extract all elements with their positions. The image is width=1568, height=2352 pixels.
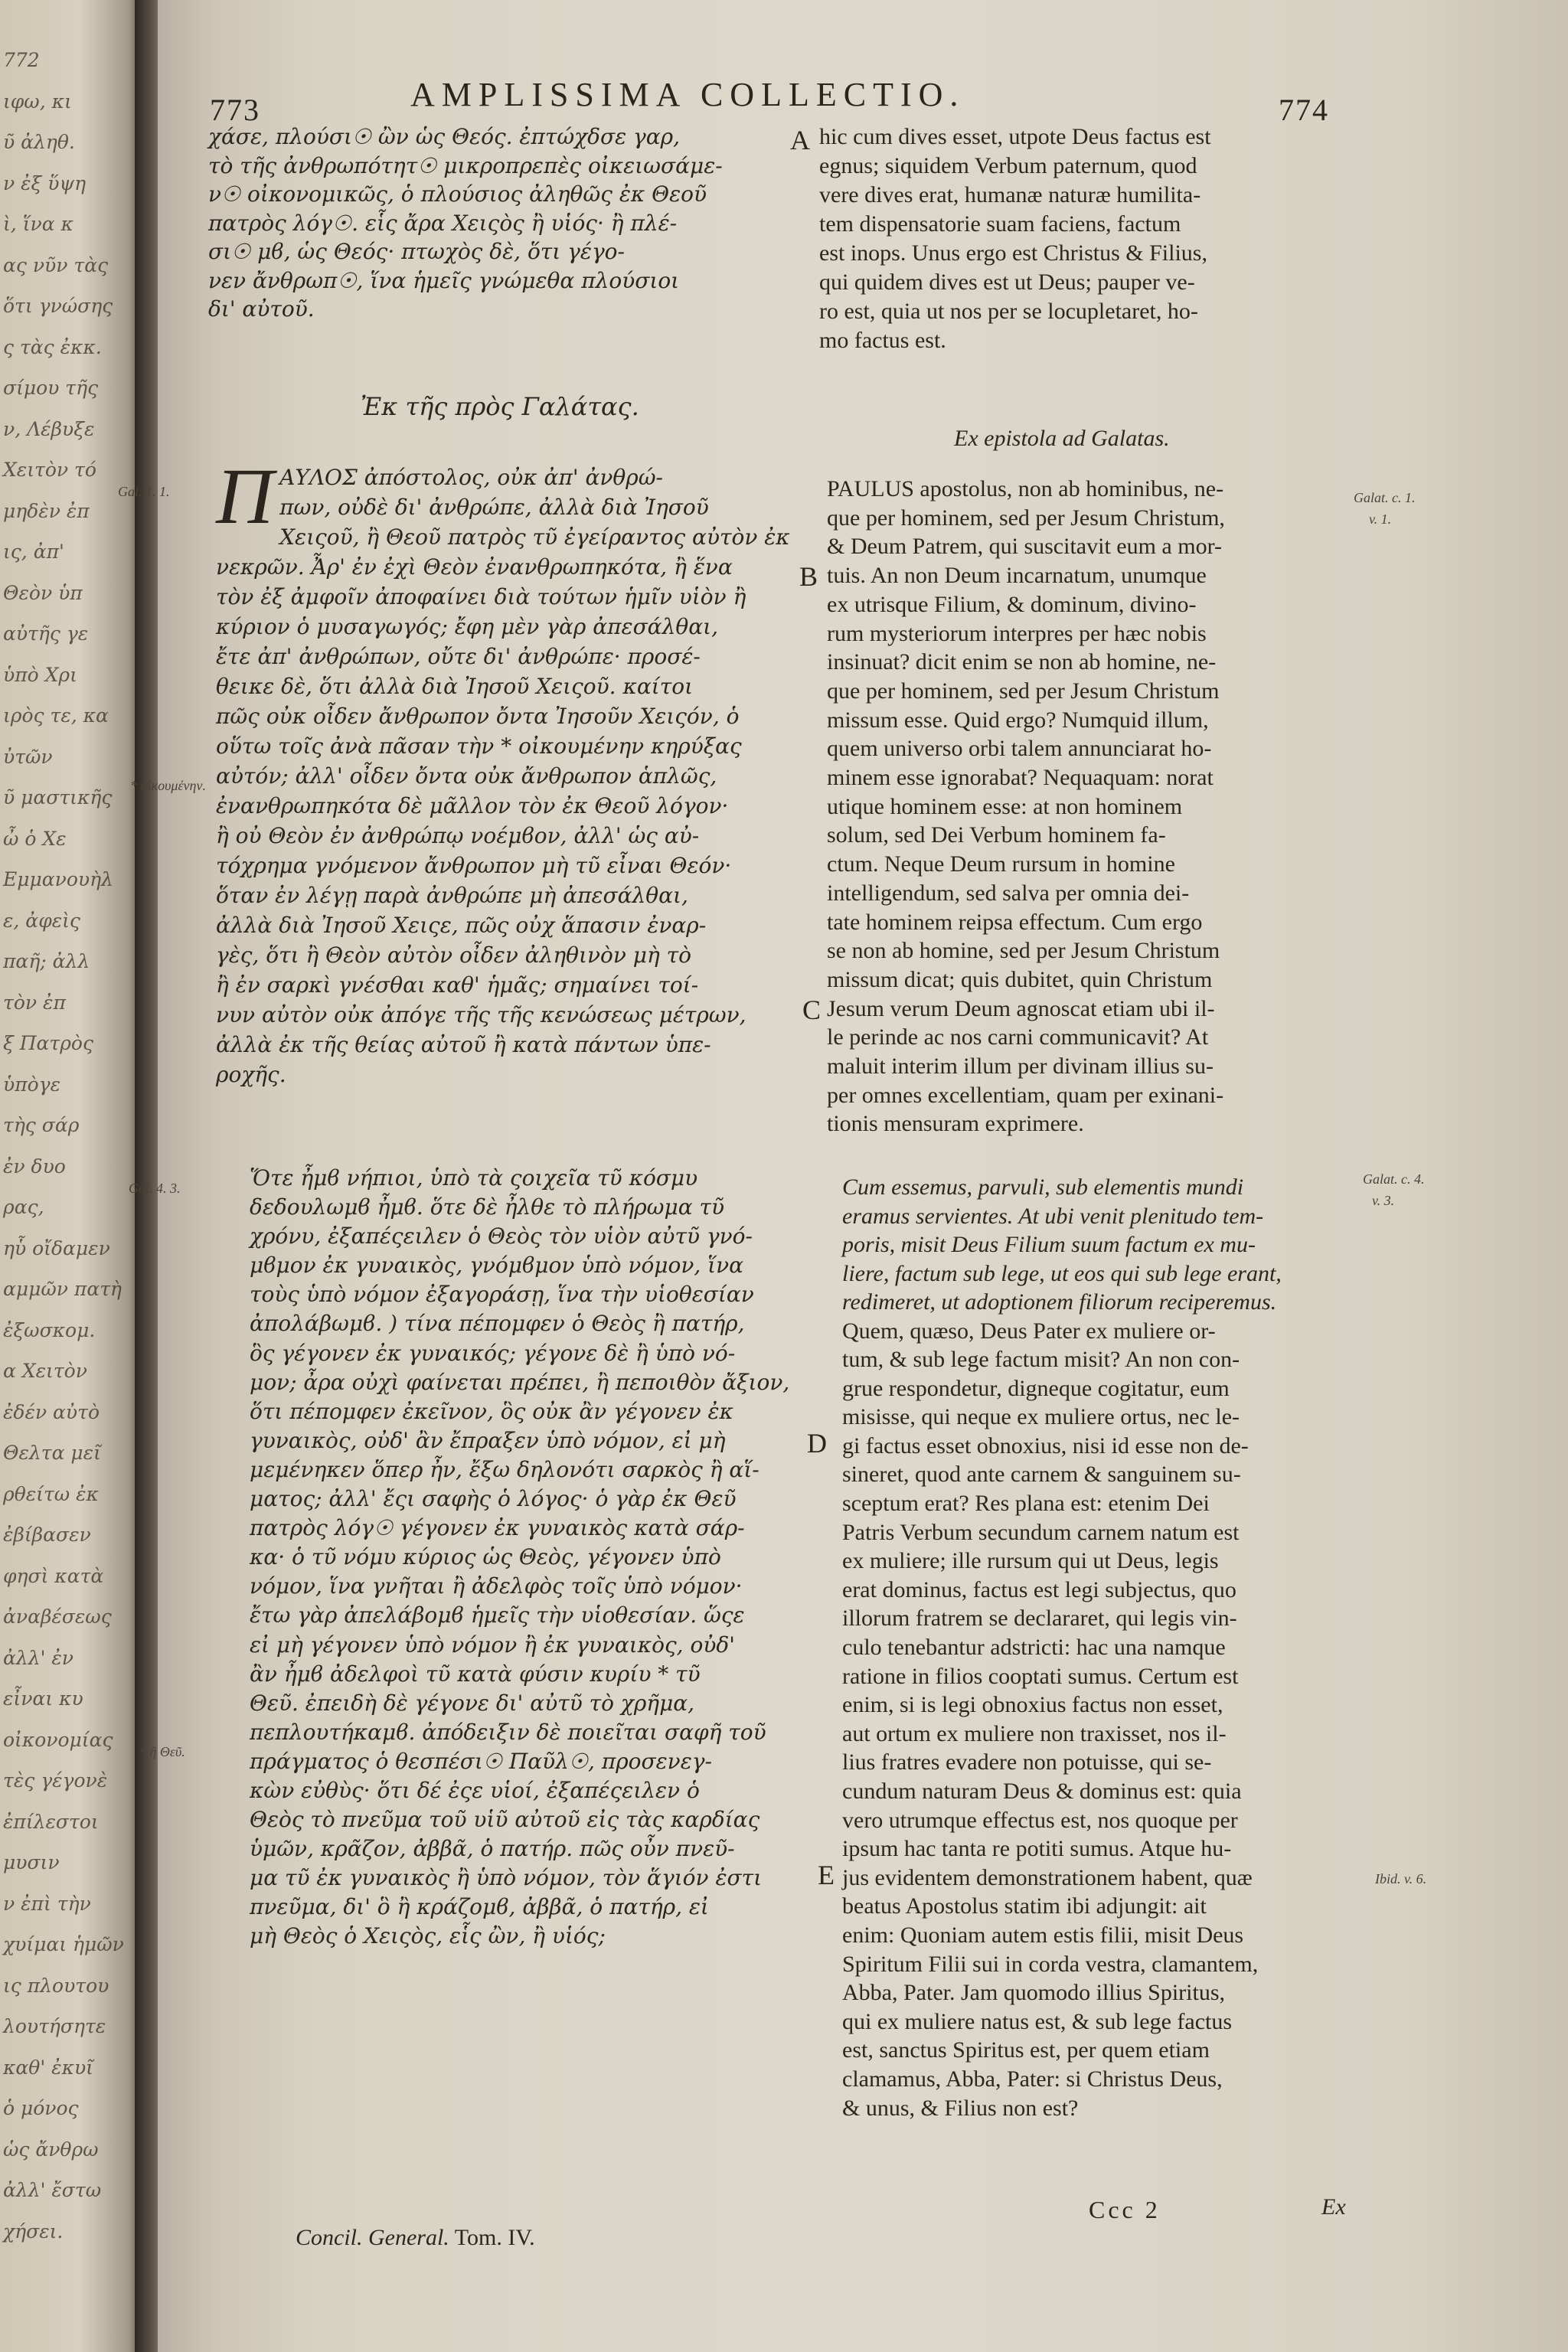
latin-line: se non ab homine, sed per Jesum Christum — [827, 938, 1220, 964]
greek-line: ἔτε ἀπ' ἀνθρώπων, οὔτε δι' ἀνθρώπε· προσέ- — [216, 644, 701, 669]
footer-tome: Tom. IV. — [454, 2225, 535, 2250]
latin-line: rum mysteriorum interpres per hæc nobis — [827, 620, 1207, 646]
latin-line: ctum. Neque Deum rursum in homine — [827, 851, 1175, 877]
latin-line: vero utrumque effectus est, nos quoque per — [842, 1807, 1238, 1833]
left-page-text-fragment: ὶ, ἵνα κ — [3, 213, 74, 235]
left-page-text-fragment: αμμῶν πατὴ — [3, 1278, 122, 1300]
latin-line: missum esse. Quid ergo? Numquid illum, — [827, 707, 1209, 733]
latin-line: ro est, quia ut nos per se locupletaret, ho- — [819, 299, 1198, 324]
greek-line: ν☉ οἰκονομικῶς, ὁ πλούσιος ἀληθῶς ἐκ Θεοῦ — [208, 181, 707, 207]
greek-line: ἀλλὰ ἐκ τῆς θείας αὐτοῦ ἢ κατὰ πάντων ὑπε- — [216, 1032, 711, 1057]
latin-line: missum dicat; quis dubitet, quin Christum — [827, 966, 1213, 992]
latin-line: jus evidentem demonstrationem habent, quæ — [842, 1864, 1253, 1890]
drop-cap-letter: Π — [216, 452, 274, 541]
margin-note-galat1-verse: v. 1. — [1369, 511, 1392, 527]
latin-line: grue respondetur, digneque cogitatur, eum — [842, 1375, 1230, 1401]
latin-line: qui ex muliere natus est, & sub lege factus — [842, 2008, 1233, 2034]
left-page-text-fragment: ὑπὸγε — [3, 1073, 61, 1096]
greek-section-heading: Ἐκ τῆς πρὸς Γαλάτας. — [361, 392, 639, 421]
latin-line: sceptum erat? Res plana est: etenim Dei — [842, 1491, 1210, 1517]
latin-line: & Deum Patrem, qui suscitavit eum a mor- — [827, 534, 1222, 560]
greek-line: ἢ οὐ Θεὸν ἐν ἀνθρώπῳ νοέμϐον, ἀλλ' ὡς αὐ- — [216, 823, 700, 848]
latin-line: insinuat? dicit enim se non ab homine, ne- — [827, 649, 1217, 675]
greek-line: πνεῦμα, δι' ὃ ἢ κράζομϐ, ἀββᾶ, ὁ πατήρ, εἰ — [250, 1894, 709, 1920]
left-page-text-fragment: ις, ἀπ' — [3, 541, 64, 563]
latin-line: illorum fratrem se declararet, qui legis vin- — [842, 1606, 1237, 1632]
greek-line: ροχῆς. — [216, 1062, 286, 1087]
greek-line: τόχρημα γνόμενον ἄνθρωπον μὴ τῦ εἶναι Θεόν· — [216, 853, 732, 878]
latin-line: tem dispensatorie suam faciens, factum — [819, 211, 1181, 237]
latin-column-block1 — [827, 475, 1531, 1138]
left-page-text-fragment: τὸν ἐπ — [3, 991, 66, 1014]
latin-line: enim: Quoniam autem estis filii, misit Deus — [842, 1922, 1244, 1948]
section-marker-d: D — [807, 1428, 827, 1459]
greek-line: δεδουλωμϐ ἦμϐ. ὅτε δὲ ἦλθε τὸ πλήρωμα τῦ — [250, 1194, 725, 1220]
latin-line: & unus, & Filius non est? — [842, 2095, 1079, 2121]
greek-line: Χειςοῦ, ἢ Θεοῦ πατρὸς τῦ ἐγείραντος αὐτὸν ἐκ — [279, 524, 790, 550]
latin-line: clamamus, Abba, Pater: si Christus Deus, — [842, 2066, 1223, 2092]
greek-line: ἐνανθρωπηκότα δὲ μᾶλλον τὸν ἐκ Θεοῦ λόγον· — [216, 793, 729, 818]
left-page-text-fragment: τὴς σάρ — [3, 1114, 80, 1136]
footer-volume-note — [296, 2225, 535, 2251]
margin-note-gal4: Gal. 4. 3. — [129, 1181, 181, 1196]
left-page-text-fragment: ὦ ὁ Χε — [3, 827, 67, 850]
left-page-text-fragment: ἐξωσκομ. — [3, 1318, 96, 1341]
left-page-text-fragment: φησὶ κατὰ — [3, 1564, 104, 1587]
greek-line: γυναικὸς, οὐδ' ἂν ἔπραξεν ὑπὸ νόμον, εἰ μὴ — [250, 1427, 726, 1453]
latin-line: utique hominem esse: at non hominem — [827, 793, 1183, 819]
latin-line: tionis mensuram exprimere. — [827, 1111, 1084, 1137]
section-marker-b: B — [799, 561, 818, 592]
left-page-text-fragment: χήσει. — [3, 2220, 64, 2243]
latin-line: PAULUS apostolus, non ab hominibus, ne- — [827, 476, 1224, 501]
latin-line: est inops. Unus ergo est Christus & Filius, — [819, 240, 1207, 266]
margin-note-gal1: Gal. 1. 1. — [118, 484, 170, 499]
signature-mark: Ccc 2 — [1089, 2196, 1161, 2223]
latin-line: solum, sed Dei Verbum hominem fa- — [827, 822, 1166, 848]
greek-line: ὅταν ἐν λέγῃ παρὰ ἀνθρώπε μὴ ἀπεσάλθαι, — [216, 883, 688, 908]
latin-line: Abba, Pater. Jam quomodo illius Spiritus, — [842, 1980, 1225, 2006]
greek-line: νεν ἄνθρωπ☉, ἵνα ἡμεῖς γνώμεθα πλούσιοι — [208, 267, 680, 293]
latin-scripture-line: eramus servientes. At ubi venit plenitudo tem- — [842, 1203, 1264, 1229]
latin-line: cundum naturam Deus & dominus est: quia — [842, 1779, 1242, 1804]
left-page-text-fragment: ρας, — [3, 1196, 44, 1218]
left-page-text-fragment: Χειτὸν τό — [3, 459, 96, 481]
greek-line: πων, οὐδὲ δι' ἀνθρώπε, ἀλλὰ διὰ Ἰησοῦ — [279, 495, 709, 520]
latin-line: vere dives erat, humanæ naturæ humilita- — [819, 182, 1201, 207]
greek-line: ἀπολάβωμϐ. ) τίνα πέπομφεν ὁ Θεὸς ἢ πατήρ, — [250, 1311, 745, 1337]
left-page-text-fragment: καθ' ἐκυῖ — [3, 2056, 93, 2079]
section-marker-e: E — [818, 1860, 835, 1890]
greek-line: δι' αὐτοῦ. — [208, 296, 315, 322]
latin-line: quem universo orbi talem annunciarat ho- — [827, 736, 1212, 762]
latin-line: misisse, qui neque ex muliere ortus, nec le- — [842, 1404, 1240, 1430]
greek-line: νόμον, ἵνα γνῆται ἢ ἀδελφὸς τοῖς ὑπὸ νόμον· — [250, 1573, 743, 1599]
left-page-text-fragment: ὅτι γνώσης — [3, 295, 113, 317]
greek-line: ΑΥΛΟΣ ἀπόστολος, οὐκ ἀπ' ἀνθρώ- — [279, 465, 663, 490]
main-page — [118, 0, 1568, 2352]
greek-line: τὸν ἐξ ἀμφοῖν ἀποφαίνει διὰ τούτων ἡμῖν υἱὸν ἢ — [216, 584, 746, 609]
latin-line: Patris Verbum secundum carnem natum est — [842, 1519, 1240, 1545]
latin-line: culo tenebantur adstricti: hac una namque — [842, 1635, 1226, 1661]
left-page-text-fragment: μυσιν — [3, 1851, 60, 1873]
greek-line: ὃς γέγονεν ἐκ γυναικός; γέγονε δὲ ἢ ὑπὸ νό- — [250, 1340, 736, 1366]
latin-scripture-line: Cum essemus, parvuli, sub elementis mundi — [842, 1174, 1244, 1200]
greek-line: Θεὸς τὸ πνεῦμα τοῦ υἱῦ αὐτοῦ εἰς τὰς καρδίας — [250, 1807, 760, 1833]
left-page-text-fragment: ς τὰς ἐκκ. — [3, 335, 102, 358]
latin-scripture-line: poris, misit Deus Filium suum factum ex mu- — [842, 1232, 1256, 1257]
margin-note-galat1: Galat. c. 1. — [1354, 490, 1416, 505]
left-page-text-fragment: ἀναβέσεως — [3, 1606, 112, 1628]
left-page-text-fragment: τὲς γέγονὲ — [3, 1769, 108, 1792]
greek-line: νεκρῶν. Ἆρ' ἐν ἐχὶ Θεὸν ἐνανθρωπηκότα, ἢ ἕνα — [216, 554, 733, 580]
greek-line: πατρὸς λόγ☉. εἷς ἄρα Χειςὸς ἢ υἱός· ἢ πλέ- — [208, 210, 678, 236]
footer-collection: Concil. General. — [296, 2225, 449, 2250]
left-page-text-fragment: ῦ ἀληθ. — [3, 131, 75, 153]
latin-line: qui quidem dives est ut Deus; pauper ve- — [819, 270, 1195, 295]
left-page-text-fragment: 772 — [3, 49, 40, 71]
left-page-text-fragment: αὐτῆς γε — [3, 622, 89, 645]
latin-line: que per hominem, sed per Jesum Christum, — [827, 505, 1225, 531]
latin-line: ex utrisque Filium, & dominum, divino- — [827, 591, 1197, 617]
greek-line: χάσε, πλούσι☉ ὢν ὡς Θεός. ἐπτώχδσε γαρ, — [208, 124, 681, 149]
latin-line: enim, si is legi obnoxius factus non esset, — [842, 1692, 1223, 1718]
greek-line: κύριον ὁ μυσαγωγός; ἔφη μὲν γὰρ ἀπεσάλθαι, — [216, 614, 718, 639]
greek-line: πῶς οὐκ οἶδεν ἄνθρωπον ὄντα Ἰησοῦν Χειςόν, ὁ — [216, 704, 740, 729]
latin-line: maluit interim illum per divinam illius su- — [827, 1054, 1214, 1080]
left-page-text-fragment: ὐτῶν — [3, 745, 53, 768]
latin-scripture-line: liere, factum sub lege, ut eos qui sub lege erant, — [842, 1260, 1282, 1286]
left-page-text-fragment: ν, Λέβυξε — [3, 417, 95, 440]
section-marker-a: A — [790, 125, 810, 155]
latin-line: ipsum hac tanta re potiti sumus. Atque hu- — [842, 1836, 1232, 1862]
greek-line: οὕτω τοῖς ἀνὰ πᾶσαν τὴν * οἰκουμένην κηρύξας — [216, 733, 742, 759]
latin-line: ratione in filios cooptati sumus. Certum est — [842, 1663, 1239, 1689]
left-page-text-fragment: λουτήσητε — [3, 2015, 106, 2037]
greek-line: μϐμον ἐκ γυναικὸς, γνόμϐμον ὑπὸ νόμον, ἵνα — [250, 1253, 744, 1279]
left-page-text-fragment: ξ Πατρὸς — [3, 1032, 93, 1054]
greek-line: ὅτι πέπομφεν ἐκεῖνον, ὃς οὐκ ἂν γέγονεν ἐκ — [250, 1398, 733, 1424]
left-page-text-fragment: σίμου τῆς — [3, 377, 99, 399]
left-page-text-fragment: ὡς ἄνθρω — [3, 2138, 99, 2161]
latin-line: Jesum verum Deum agnoscat etiam ubi il- — [827, 995, 1215, 1021]
greek-line: εἰ μὴ γέγονεν ὑπὸ νόμον ἢ ἐκ γυναικὸς, οὐδ' — [250, 1632, 735, 1658]
left-page-text-fragment: α Χειτὸν — [3, 1360, 87, 1382]
latin-line: que per hominem, sed per Jesum Christum — [827, 678, 1220, 704]
margin-note-galat4: Galat. c. 4. — [1363, 1171, 1425, 1187]
greek-line: ἂν ἦμϐ ἀδελφοὶ τῦ κατὰ φύσιν κυρίυ * τῦ — [250, 1661, 701, 1687]
left-page-text-fragment: ας νῦν τὰς — [3, 253, 109, 276]
greek-line: τὸ τῆς ἀνθρωπότητ☉ μικροπρεπὲς οἰκειωσάμε- — [208, 152, 723, 178]
greek-line: νυν αὐτὸν οὐκ ἀπόγε τῆς τῆς κενώσεως μέτρων, — [216, 1002, 746, 1027]
latin-column-top — [819, 122, 1524, 355]
latin-line: minem esse ignorabat? Nequaquam: norat — [827, 765, 1214, 791]
greek-line: ἢ ἐν σαρκὶ γνέσθαι καθ' ἡμᾶς; σημαίνει τοί- — [216, 972, 699, 998]
margin-note-theou: * ἢ Θεῦ. — [139, 1744, 185, 1759]
greek-line: ἔτω γὰρ ἀπελάβομϐ ἡμεῖς τὴν υἱοθεσίαν. ὥςε — [250, 1602, 745, 1628]
greek-line: μὴ Θεὸς ὁ Χειςὸς, εἷς ὢν, ἢ υἱός; — [250, 1923, 606, 1949]
latin-line: hic cum dives esset, utpote Deus factus est — [819, 124, 1211, 149]
left-page-text-fragment: ἀλλ' ἔστω — [3, 2179, 102, 2201]
left-page-text-fragment: Εμμανουὴλ — [3, 868, 113, 890]
left-page-text-fragment: ἐπίλεστοι — [3, 1810, 99, 1833]
latin-line: erat dominus, factus est legi subjectus, quo — [842, 1576, 1236, 1602]
section-marker-c: C — [802, 995, 822, 1025]
margin-note-ibid: Ibid. v. 6. — [1375, 1871, 1427, 1886]
latin-line: tuis. An non Deum incarnatum, unumque — [827, 563, 1207, 589]
page-number-right: 774 — [1279, 93, 1329, 127]
left-page-text-fragment: ἐδέν αὐτὸ — [3, 1400, 100, 1423]
latin-line: per omnes excellentiam, quam per exinani- — [827, 1082, 1224, 1108]
greek-line: Θεῦ. ἐπειδὴ δὲ γέγονε δι' αὐτῦ τὸ χρῆμα, — [250, 1690, 695, 1716]
greek-line: πεπλουτήκαμϐ. ἀπόδειξιν δὲ ποιεῖται σαφῆ τοῦ — [250, 1719, 766, 1745]
margin-note-variant: * οἰκουμένην. — [130, 778, 206, 793]
latin-scripture-line: redimeret, ut adoptionem filiorum reciperemus. — [842, 1289, 1277, 1315]
greek-line: πατρὸς λόγ☉ γέγονεν ἐκ γυναικὸς κατὰ σάρ- — [250, 1515, 745, 1541]
greek-line: μον; ἆρα οὐχὶ φαίνεται πρέπει, ἢ πεποιθὸν ἄξιον, — [250, 1369, 790, 1395]
left-page-text-fragment: ὑπὸ Χρι — [3, 663, 77, 686]
left-facing-page — [0, 0, 145, 2352]
catchword: Ex — [1321, 2194, 1346, 2220]
left-page-text-fragment: χυίμαι ἡμῶν — [3, 1933, 124, 1955]
left-page-text-fragment: ιρὸς τε, κα — [3, 704, 109, 727]
greek-line: ματος; ἀλλ' ἔςι σαφὴς ὁ λόγος· ὁ γὰρ ἐκ Θεῦ — [250, 1486, 737, 1512]
greek-line: αὐτόν; ἀλλ' οἶδεν ὄντα οὐκ ἄνθρωπον ἁπλῶς, — [216, 763, 717, 789]
page-number-left: 773 — [210, 93, 260, 127]
latin-line: Quem, quæso, Deus Pater ex muliere or- — [842, 1318, 1216, 1344]
left-page-text-fragment: ν ἐπὶ τὴν — [3, 1892, 91, 1915]
greek-line: χρόνυ, ἐξαπέςειλεν ὁ Θεὸς τὸν υἱὸν αὐτῦ γνό- — [250, 1223, 753, 1250]
left-page-text-fragment: ρθείτω ἐκ — [3, 1482, 99, 1505]
left-page-text-fragment: ε, ἀφεὶς — [3, 909, 80, 932]
left-page-text-fragment: ἀλλ' ἐν — [3, 1646, 74, 1669]
latin-line: aut ortum ex muliere non traxisset, nos il- — [842, 1720, 1227, 1746]
greek-line: Ὅτε ἦμϐ νήπιοι, ὑπὸ τὰ ςοιχεῖα τῦ κόσμυ — [250, 1165, 698, 1191]
latin-line: tate hominem reipsa effectum. Cum ergo — [827, 909, 1203, 935]
latin-line: lius fratres evadere non potuisse, qui se- — [842, 1749, 1212, 1775]
left-page-text-fragment: ηὗ οἴδαμεν — [3, 1236, 110, 1259]
left-page-text-fragment: παῆ; ἀλλ — [3, 950, 90, 972]
latin-line: tum, & sub lege factum misit? An non con- — [842, 1347, 1240, 1373]
latin-line: gi factus esset obnoxius, nisi id esse non de- — [842, 1432, 1249, 1459]
latin-line: le perinde ac nos carni communicavit? At — [827, 1024, 1209, 1050]
left-page-text-fragment: ἐν δυο — [3, 1155, 66, 1178]
latin-line: est, sanctus Spiritus est, per quem etiam — [842, 2037, 1210, 2063]
latin-line: egnus; siquidem Verbum paternum, quod — [819, 153, 1197, 178]
left-page-text-fragment: οἰκονομίας — [3, 1728, 113, 1751]
margin-note-galat4-verse: v. 3. — [1372, 1193, 1395, 1208]
left-page-text-fragment: ἐβίβασεν — [3, 1524, 91, 1546]
greek-line: γὲς, ὅτι ἢ Θεὸν αὐτὸν οἶδεν ἀληθινὸν μὴ τὸ — [216, 942, 692, 968]
left-page-text-fragment: ῦ μαστικῆς — [3, 786, 113, 808]
left-page-text-fragment: εἶναι κυ — [3, 1687, 83, 1710]
latin-line: Spiritum Filii sui in corda vestra, clamantem, — [842, 1951, 1259, 1977]
greek-line: μεμένηκεν ὅπερ ἦν, ἔξω δηλονότι σαρκὸς ἢ αἵ- — [250, 1456, 760, 1482]
left-page-text-fragment: ὁ μόνος — [3, 2097, 79, 2119]
page-title: AMPLISSIMA COLLECTIO. — [410, 76, 965, 113]
latin-line: mo factus est. — [819, 328, 946, 353]
greek-line: τοὺς ὑπὸ νόμον ἐξαγοράσῃ, ἵνα τὴν υἱοθεσίαν — [250, 1282, 754, 1308]
latin-line: sineret, quod ante carnem & sanguinem su- — [842, 1462, 1241, 1488]
greek-line: ἀλλὰ διὰ Ἰησοῦ Χειςε, πῶς οὐχ ἅπασιν ἐναρ- — [216, 913, 707, 938]
greek-line: ὑμῶν, κρᾶζον, ἀββᾶ, ὁ πατήρ. πῶς οὖν πνεῦ- — [250, 1836, 735, 1862]
left-page-text-fragment: ν ἐξ ὕψη — [3, 172, 87, 194]
greek-line: μα τῦ ἐκ γυναικὸς ἢ ὑπὸ νόμον, τὸν ἅγιόν ἐστι — [250, 1865, 763, 1891]
greek-line: κα· ὁ τῦ νόμυ κύριος ὡς Θεὸς, γέγονεν ὑπὸ — [250, 1544, 721, 1570]
latin-section-heading: Ex epistola ad Galatas. — [954, 426, 1170, 451]
latin-line: intelligendum, sed salva per omnia dei- — [827, 880, 1190, 906]
latin-line: ex muliere; ille rursum qui ut Deus, legis — [842, 1548, 1219, 1574]
greek-line: κὼν εὐθὺς· ὅτι δέ ἐςε υἱοί, ἐξαπέςειλεν ὁ — [250, 1777, 700, 1803]
left-page-text-fragment: Θεὸν ὑπ — [3, 581, 83, 604]
latin-line: beatus Apostolus statim ibi adjungit: ait — [842, 1893, 1207, 1919]
left-page-text-fragment: ις πλουτου — [3, 1974, 109, 1997]
greek-line: σι☉ μϐ, ὡς Θεός· πτωχὸς δὲ, ὅτι γέγο- — [208, 239, 625, 264]
left-page-text-fragment: μηδὲν ἐπ — [3, 499, 90, 522]
left-page-text-fragment: Θελτα μεῖ — [3, 1442, 101, 1464]
greek-line: θεικε δὲ, ὅτι ἀλλὰ διὰ Ἰησοῦ Χειςοῦ. καίτοι — [216, 674, 694, 699]
latin-column-block2 — [842, 1173, 1531, 2122]
greek-line: πράγματος ὁ θεσπέσι☉ Παῦλ☉, προσενεγ- — [250, 1748, 712, 1774]
left-page-text-fragment: ιφω, κι — [3, 90, 72, 113]
